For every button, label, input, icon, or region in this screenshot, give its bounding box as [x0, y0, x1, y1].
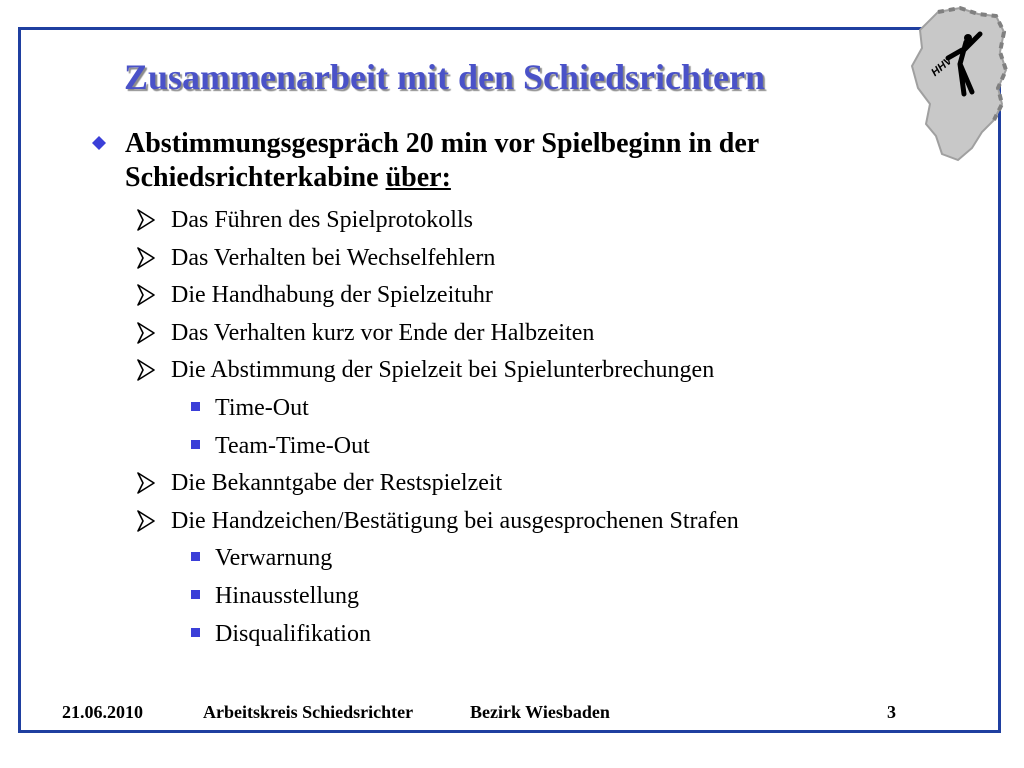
footer-date: 21.06.2010 [62, 702, 143, 722]
square-bullet-icon [191, 628, 200, 637]
diamond-bullet-icon [92, 136, 106, 150]
underlined-word: über: [385, 162, 451, 193]
item-text: Disqualifikation [215, 621, 371, 647]
logo-text: HHV [929, 54, 955, 79]
sub-sub-item [189, 543, 332, 573]
item-text: Das Führen des Spielprotokolls [171, 207, 473, 233]
item-text: Die Abstimmung der Spielzeit bei Spielunterbrechungen [171, 357, 715, 383]
item-text: Das Verhalten kurz vor Ende der Halbzeiten [171, 320, 595, 346]
arrow-bullet-icon [136, 472, 156, 494]
footer-district: Bezirk Wiesbaden [470, 702, 610, 722]
sub-item [136, 205, 473, 235]
sub-sub-item [189, 431, 370, 461]
item-text: Time-Out [215, 395, 309, 421]
sub-item [136, 318, 594, 348]
arrow-bullet-icon [136, 359, 156, 381]
sub-item [136, 243, 495, 273]
arrow-bullet-icon [136, 510, 156, 532]
sub-item [136, 468, 502, 498]
square-bullet-icon [191, 402, 200, 411]
sub-item [136, 280, 493, 310]
item-text: Die Handzeichen/Bestätigung bei ausgesprochenen Strafen [171, 508, 739, 534]
sub-item [136, 355, 714, 385]
item-text: Hinausstellung [215, 583, 359, 609]
arrow-bullet-icon [136, 284, 156, 306]
sub-item [136, 506, 739, 536]
sub-sub-item [189, 619, 371, 649]
square-bullet-icon [191, 440, 200, 449]
item-text: Team-Time-Out [215, 433, 370, 459]
main-bullet [92, 127, 922, 195]
sub-sub-item [189, 393, 309, 423]
sub-sub-item [189, 581, 359, 611]
square-bullet-icon [191, 552, 200, 561]
item-text: Die Bekanntgabe der Restspielzeit [171, 470, 503, 496]
item-text: Die Handhabung der Spielzeituhr [171, 282, 493, 308]
main-bullet-text: Abstimmungsgespräch 20 min vor Spielbeginn in der Schiedsrichterkabine über: [125, 128, 759, 193]
item-text: Das Verhalten bei Wechselfehlern [171, 245, 496, 271]
arrow-bullet-icon [136, 209, 156, 231]
footer-group: Arbeitskreis Schiedsrichter [203, 702, 414, 722]
arrow-bullet-icon [136, 322, 156, 344]
arrow-bullet-icon [136, 247, 156, 269]
footer-page-number: 3 [887, 702, 896, 722]
square-bullet-icon [191, 590, 200, 599]
slide-title: Zusammenarbeit mit den Schiedsrichtern [124, 57, 765, 97]
item-text: Verwarnung [215, 545, 333, 571]
